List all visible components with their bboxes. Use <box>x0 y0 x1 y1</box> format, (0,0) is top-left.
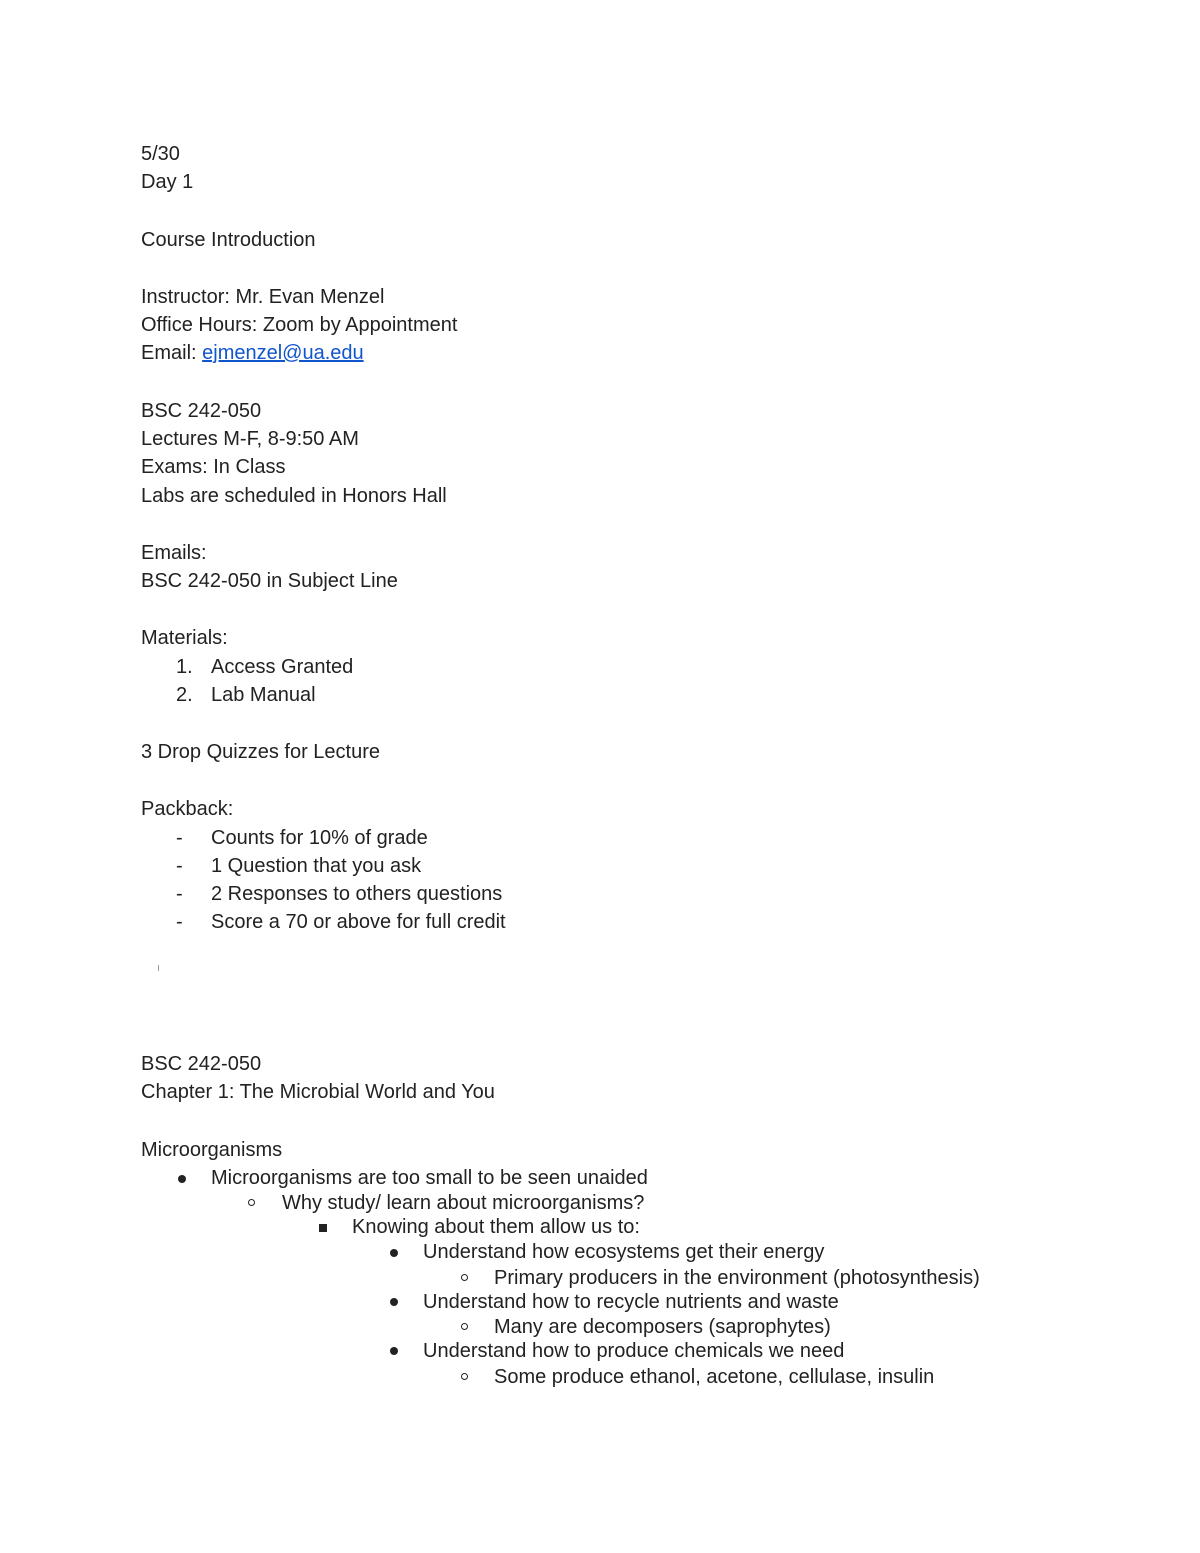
dash-marker: - <box>176 855 183 877</box>
list-number: 2. <box>176 684 193 706</box>
list-number: 1. <box>176 656 193 678</box>
emails-heading: Emails: <box>141 542 207 564</box>
dash-marker: - <box>176 911 183 933</box>
hollow-bullet-icon <box>248 1199 255 1206</box>
exams-line: Exams: In Class <box>141 456 286 478</box>
email-link[interactable]: ejmenzel@ua.edu <box>202 342 364 364</box>
dash-marker: - <box>176 827 183 849</box>
filled-bullet-icon <box>390 1298 398 1306</box>
bullet-item: Primary producers in the environment (photosynthesis) <box>494 1267 980 1289</box>
emails-subject-line: BSC 242-050 in Subject Line <box>141 570 398 592</box>
square-bullet-icon <box>319 1224 327 1232</box>
labs-line: Labs are scheduled in Honors Hall <box>141 485 447 507</box>
filled-bullet-icon <box>178 1175 186 1183</box>
list-item: Score a 70 or above for full credit <box>211 911 506 933</box>
bullet-item: Understand how to recycle nutrients and waste <box>423 1291 839 1313</box>
filled-bullet-icon <box>390 1347 398 1355</box>
email-line <box>141 341 364 365</box>
hollow-bullet-icon <box>461 1323 468 1330</box>
microorganisms-heading: Microorganisms <box>141 1139 283 1161</box>
bullet-item: Why study/ learn about microorganisms? <box>282 1192 645 1214</box>
list-item: 1 Question that you ask <box>211 855 422 877</box>
drop-quizzes-line: 3 Drop Quizzes for Lecture <box>141 741 380 763</box>
hollow-bullet-icon <box>461 1373 468 1380</box>
bullet-item: Microorganisms are too small to be seen unaided <box>211 1167 648 1189</box>
materials-heading: Materials: <box>141 627 228 649</box>
instructor-line: Instructor: Mr. Evan Menzel <box>141 286 385 308</box>
chapter-title: Chapter 1: The Microbial World and You <box>141 1081 495 1103</box>
bullet-item: Understand how ecosystems get their energy <box>423 1241 825 1263</box>
dash-marker: - <box>176 883 183 905</box>
bullet-item: Many are decomposers (saprophytes) <box>494 1316 831 1338</box>
office-hours-line: Office Hours: Zoom by Appointment <box>141 314 458 336</box>
day-line: Day 1 <box>141 171 194 193</box>
bullet-item: Understand how to produce chemicals we need <box>423 1340 845 1362</box>
section-title: Course Introduction <box>141 229 316 251</box>
chapter-course-code: BSC 242-050 <box>141 1053 262 1075</box>
email-label: Email: <box>141 342 203 364</box>
filled-bullet-icon <box>390 1249 398 1257</box>
list-item: 2 Responses to others questions <box>211 883 503 905</box>
lectures-line: Lectures M-F, 8-9:50 AM <box>141 428 359 450</box>
stray-mark <box>158 965 159 971</box>
date-line: 5/30 <box>141 143 180 165</box>
list-item: Access Granted <box>211 656 354 678</box>
course-code-line: BSC 242-050 <box>141 400 262 422</box>
list-item: Counts for 10% of grade <box>211 827 428 849</box>
hollow-bullet-icon <box>461 1274 468 1281</box>
bullet-item: Some produce ethanol, acetone, cellulase, insulin <box>494 1366 935 1388</box>
packback-heading: Packback: <box>141 798 234 820</box>
list-item: Lab Manual <box>211 684 316 706</box>
bullet-item: Knowing about them allow us to: <box>352 1216 640 1238</box>
